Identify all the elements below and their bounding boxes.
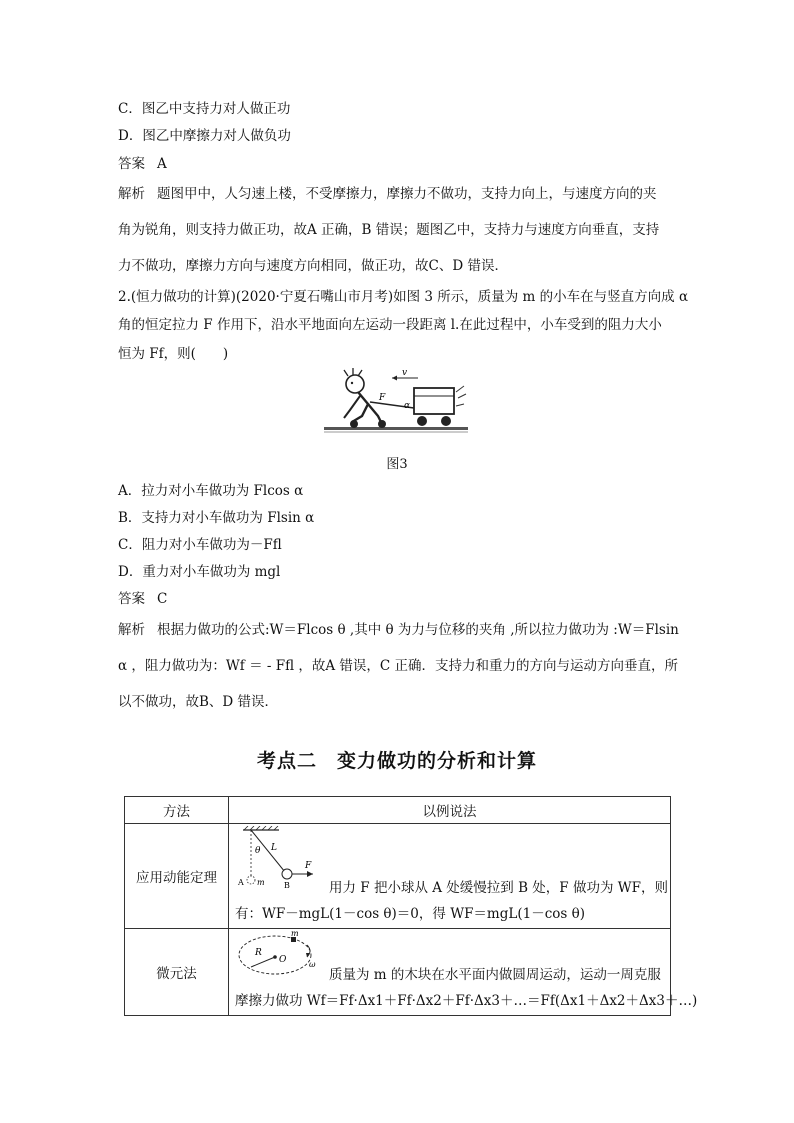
method-kinetic-energy-theorem: 应用动能定理 xyxy=(125,824,229,929)
figure-3-label-f: F xyxy=(379,393,386,403)
pendulum-diagram xyxy=(235,826,335,892)
analysis-text: 题图甲中，人匀速上楼，不受摩擦力，摩擦力不做功，支持力向上，与速度方向的夹 xyxy=(157,186,657,202)
circle-label-omega: ω xyxy=(309,960,316,969)
figure-3-cart-illustration xyxy=(322,366,472,442)
method-infinitesimal: 微元法 xyxy=(125,929,229,1016)
pendulum-label-theta: θ xyxy=(255,846,261,856)
pendulum-label-b: B xyxy=(284,881,290,890)
circular-motion-diagram xyxy=(235,931,325,979)
table-header-method: 方法 xyxy=(125,797,229,824)
analysis-2-line-1 xyxy=(118,618,679,638)
example-description-line-2: 有：WF－mgL(1－cos θ)＝0，得 WF＝mgL(1－cos θ) xyxy=(235,906,585,922)
analysis-1-line-2: 角为锐角，则支持力做正功，故A 正确，B 错误；题图乙中，支持力与速度方向垂直，支持 xyxy=(118,222,660,238)
answer-value: A xyxy=(157,156,167,172)
pendulum-label-a: A xyxy=(238,878,244,887)
methods-table xyxy=(124,796,698,1016)
analysis-2-line-2: α ，阻力做功为：Wf ＝ - Ffl ，故A 错误，C 正确．支持力和重力的方向与运动方向垂直，所 xyxy=(118,658,679,674)
pendulum-label-l: L xyxy=(271,843,277,853)
circle-label-m: m xyxy=(291,931,299,938)
example-cell xyxy=(229,929,698,1016)
answer-label: 答案 xyxy=(118,156,145,172)
answer-1 xyxy=(118,152,167,172)
analysis-1-line-1 xyxy=(118,182,657,202)
pendulum-label-f: F xyxy=(305,861,312,871)
circle-label-o: O xyxy=(279,955,287,965)
analysis-text: 根据力做功的公式:W＝Flcos θ ,其中 θ 为力与位移的夹角 ,所以拉力做功为 :W＝Flsin xyxy=(157,622,679,638)
example-description-line-2: 摩擦力做功 Wf＝Ff·Δx1＋Ff·Δx2＋Ff·Δx3＋…＝Ff(Δx1＋Δx2＋Δx3＋…) xyxy=(235,993,698,1009)
answer-2 xyxy=(118,587,167,607)
question-2-line-1: 2.(恒力做功的计算)(2020·宁夏石嘴山市月考)如图 3 所示，质量为 m 的小车在与竖直方向成 α xyxy=(118,289,689,305)
figure-3-label-alpha: α xyxy=(404,401,411,411)
option-b: B．支持力对小车做功为 Flsin α xyxy=(118,510,315,526)
figure-3-caption: 图3 xyxy=(386,457,408,472)
option-d: D．重力对小车做功为 mgl xyxy=(118,564,281,580)
question-2-line-2: 角的恒定拉力 F 作用下，沿水平地面向左运动一段距离 l.在此过程中，小车受到的阻力大小 xyxy=(118,317,662,333)
circle-label-r: R xyxy=(255,948,262,958)
table-row xyxy=(125,929,671,1016)
example-description-line-1: 质量为 m 的木块在水平面内做圆周运动，运动一周克服 xyxy=(329,967,661,983)
table-header-example: 以例说法 xyxy=(229,797,671,824)
question-2-line-3: 恒为 Ff，则( ) xyxy=(118,346,229,362)
option-d-prev: D．图乙中摩擦力对人做负功 xyxy=(118,128,291,144)
option-a: A．拉力对小车做功为 Flcos α xyxy=(118,483,304,499)
example-description-line-1: 用力 F 把小球从 A 处缓慢拉到 B 处，F 做功为 WF，则 xyxy=(329,880,668,896)
pendulum-label-m: m xyxy=(257,878,265,887)
figure-3-label-v: v xyxy=(402,368,408,378)
table-header-row xyxy=(125,797,671,824)
section-title: 考点二 变力做功的分析和计算 xyxy=(256,750,537,772)
analysis-1-line-3: 力不做功，摩擦力方向与速度方向相同，做正功，故C、D 错误． xyxy=(118,258,508,274)
analysis-label: 解析 xyxy=(118,622,145,638)
analysis-label: 解析 xyxy=(118,186,145,202)
table-row xyxy=(125,824,671,929)
option-c-prev: C．图乙中支持力对人做正功 xyxy=(118,101,291,117)
example-cell xyxy=(229,824,671,929)
answer-value: C xyxy=(157,591,168,607)
analysis-2-line-3: 以不做功，故B、D 错误． xyxy=(118,694,279,710)
answer-label: 答案 xyxy=(118,591,145,607)
option-c: C．阻力对小车做功为－Ffl xyxy=(118,537,282,553)
